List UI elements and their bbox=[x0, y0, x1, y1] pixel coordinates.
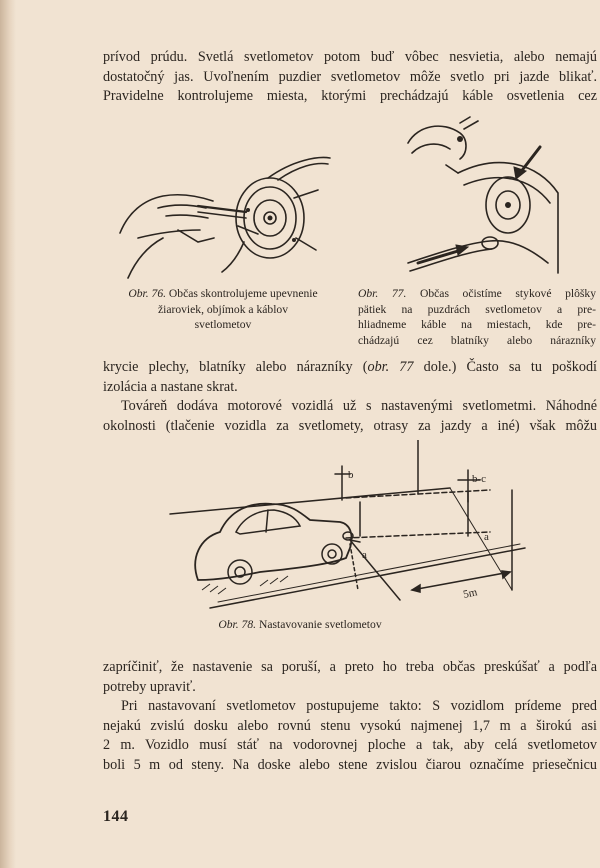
paragraph-middle bbox=[103, 358, 597, 436]
text-line: Pri nastavovaní svetlometov postupujeme takto: S vozidlom prídeme pred bbox=[121, 698, 597, 714]
page-number: 144 bbox=[103, 808, 129, 825]
text-line: Pravidelne kontrolujeme miesta, ktorými prechádzajú káble osvetlenia cez bbox=[103, 88, 597, 104]
dimension-label-distance: 5m bbox=[462, 586, 479, 601]
figure-76-caption bbox=[103, 286, 343, 333]
figure-78-caption bbox=[0, 618, 600, 631]
figure-76-illustration bbox=[118, 138, 333, 283]
figure-77-illustration bbox=[398, 113, 563, 278]
text-line: nejakú zvislú dosku alebo rovnú stenu vysokú najmenej 1,7 m a širokú asi bbox=[103, 717, 597, 734]
text-line: izolácia a nastane skrat. bbox=[103, 378, 238, 395]
caption-line: hliadneme káble na miestach, kde pre- bbox=[358, 318, 596, 331]
caption-line: Občas skontrolujeme upevnenie bbox=[168, 287, 318, 300]
figure-label: Obr. 77. bbox=[358, 287, 407, 300]
text-line: dostatočný jas. Uvoľnením puzdier svetlometov môže svetlo pri jazde blikať. bbox=[103, 68, 597, 85]
paragraph-top bbox=[103, 48, 597, 107]
dimension-label-b: b bbox=[348, 469, 354, 481]
caption-line: chádzajú cez blatníky alebo nárazníky bbox=[358, 333, 596, 347]
text-line: Továreň dodáva motorové vozidlá už s nastavenými svetlometmi. Náhodné bbox=[121, 398, 597, 414]
page-spine-shadow bbox=[0, 0, 16, 868]
text-line: prívod prúdu. Svetlá svetlometov potom buď vôbec nesvietia, alebo nemajú bbox=[103, 49, 597, 65]
dimension-label-a: a bbox=[484, 531, 489, 543]
figure-label: Obr. 76. bbox=[128, 287, 167, 300]
caption-text: Nastavovanie svetlometov bbox=[258, 618, 382, 631]
dimension-label-a: a bbox=[362, 549, 367, 561]
dimension-label-bc: b-c bbox=[472, 473, 487, 485]
text-line: zapríčiniť, že nastavenie sa poruší, a preto ho treba občas preskúšať a podľa bbox=[103, 659, 597, 675]
figure-77-caption bbox=[358, 286, 596, 348]
caption-line: Občas očistíme stykové plôšky bbox=[419, 287, 597, 300]
text-line: potreby upraviť. bbox=[103, 678, 196, 695]
caption-line: pätiek na puzdrách svetlometov a pre- bbox=[358, 302, 596, 316]
figure-reference: obr. 77 bbox=[367, 359, 414, 375]
text-line: 2 m. Vozidlo musí stáť na vodorovnej ploche a tak, aby celá svetlometov bbox=[103, 737, 597, 753]
caption-line: svetlometov bbox=[194, 318, 252, 331]
text-segment: dole.) Často sa tu poškodí bbox=[413, 359, 597, 375]
text-line: boli 5 m od steny. Na doske alebo stene zvislou čiarou označíme priesečnicu bbox=[103, 756, 597, 773]
figure-label: Obr. 78. bbox=[218, 618, 257, 631]
paragraph-bottom bbox=[103, 658, 597, 775]
text-line: okolnosti (tlačenie vozidla za svetlomety, otrasy za jazdy a iné) však môžu bbox=[103, 417, 597, 434]
figure-78-illustration bbox=[150, 440, 535, 612]
caption-line: žiaroviek, objímok a káblov bbox=[157, 302, 289, 316]
text-segment: krycie plechy, blatníky alebo nárazníky ( bbox=[103, 359, 368, 375]
